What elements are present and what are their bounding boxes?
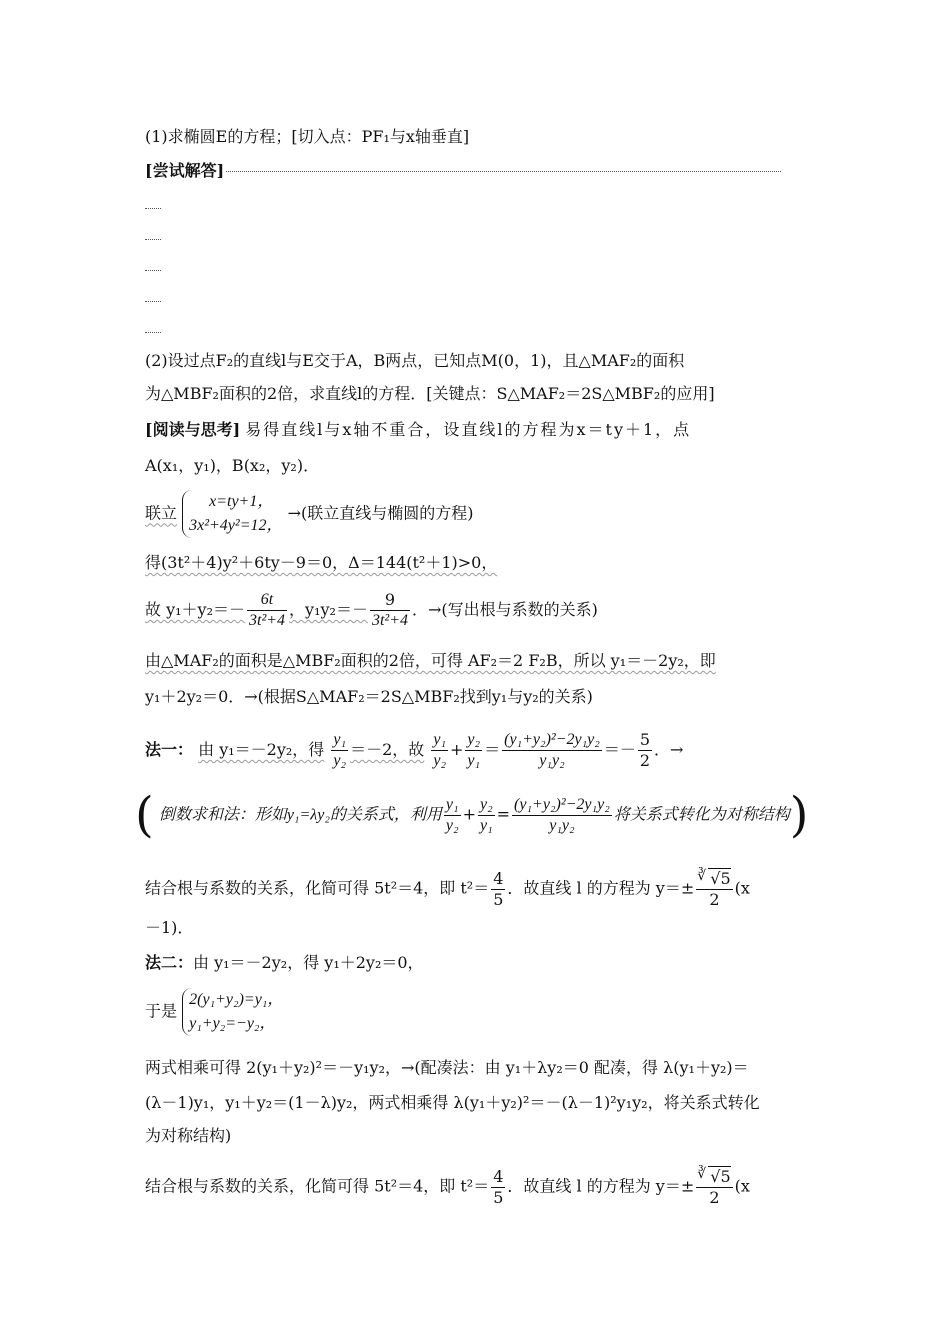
method1-note-prefix: 倒数求和法：形如y₁=λy₂的关系式，利用: [158, 806, 442, 824]
note-expand-den: y₁y₂: [549, 816, 575, 834]
left-paren: (: [135, 787, 154, 843]
method1-conclusion: 结合根与系数的关系，化简可得 5t²＝4，即 t²＝: [145, 878, 490, 898]
system-eq2: 3x²+4y²=12，: [189, 517, 283, 534]
method2-row: [145, 952, 424, 974]
system-row: [145, 490, 474, 538]
method2-eq2: y₁+y₂=−y₂，: [189, 1015, 276, 1032]
vieta-prefix: 故 y₁＋y₂＝－: [145, 600, 245, 619]
answer-blank-2: [145, 239, 161, 240]
slope-den: 2: [709, 890, 720, 909]
answer-blank-3: [145, 270, 161, 271]
method1-text: 由 y₁＝－2y₂，得: [198, 740, 325, 759]
conclusion-end-b: －1)．: [145, 918, 194, 937]
note-ratio-b-num: y₂: [478, 795, 495, 816]
attempt-label: [尝试解答]: [145, 161, 225, 180]
reading-label: [阅读与思考]: [145, 420, 241, 439]
result-fraction: [638, 730, 652, 771]
t-value-num-2: 4: [493, 1166, 504, 1186]
vieta-prod-den: 3t²+4: [371, 612, 409, 629]
note-ratio-b: [478, 795, 495, 836]
slope-fraction: [696, 868, 732, 910]
ratio-b-fraction: [465, 730, 482, 771]
ratio-a-fraction: [431, 730, 448, 771]
quadratic-line: 得(3t²＋4)y²＋6ty－9＝0，Δ＝144(t²＋1)>0，: [145, 553, 498, 572]
ratio-b-den: y₁: [467, 752, 481, 769]
result-den: 2: [639, 751, 651, 770]
method2-line3: 为对称结构): [145, 1126, 232, 1145]
vieta-mid: ，y₁y₂＝－: [289, 600, 368, 619]
ratio-b-num: y₂: [465, 730, 482, 751]
system-eq1: x=ty+1，: [209, 493, 274, 510]
method1-note-suffix: 将关系式转化为对称结构: [613, 806, 790, 824]
method1-row: 法一： 由 y₁＝－2y₂，得 $\frac{\text{y₁}}{\text{y₂}}$ ＝－2，故 $\frac{\text{y₁}}{\text{y₂}}$ + $\frac{\text{y₂}}{\text{y₁}}$ ＝ $\frac{\text{(y₁+y₂)²−2y₁y₂}}{\text{y₁y₂}}$ ＝－ $\frac{5}{2}$ ．→: [145, 730, 684, 770]
part2-question-line1: (2)设过点F₂的直线l与E交于A，B两点，已知点M(0，1)，且△MAF₂的面积: [145, 351, 685, 370]
method1-note-row: ( 倒数求和法：形如y₁=λy₂的关系式，利用 $\frac{\text{y₁}}{\text{y₂}}$ + $\frac{\text{y₂}}{\text{y₁}}$ = $\frac{\text{(y₁+y₂)²−2y₁y₂}}{\text{y₁y₂}}$ 将关系式转化为对称结构): [135, 787, 809, 843]
answer-blank-5: [145, 332, 161, 333]
conclusion-mid: ．故直线 l 的方程为 y＝±: [507, 878, 695, 898]
part1-question-text: (1)求椭圆E的方程；[切入点：PF₁与x轴垂直]: [145, 127, 470, 146]
vieta-prod-num: 9: [370, 590, 410, 611]
reading-text: 易得直线l与x轴不重合，设直线l的方程为x＝ty＋1，点: [245, 420, 692, 439]
t-value-num: 4: [493, 868, 504, 888]
method2-line2: (λ－1)y₁，y₁＋y₂＝(1－λ)y₂，两式相乘得 λ(y₁＋y₂)²＝－(λ－1)²y₁y₂，将关系式转化: [145, 1093, 760, 1112]
vieta-prod-fraction: [370, 590, 410, 631]
note-ratio-b-den: y₁: [479, 816, 493, 834]
method1-ratio-num: y₁: [331, 730, 348, 751]
method2-label: 法二：: [145, 953, 194, 972]
note-expand-num: (y₁+y₂)²−2y₁y₂: [512, 795, 612, 816]
method1-label: 法一：: [145, 740, 194, 759]
equation-system: [182, 490, 282, 538]
method2-eq1: 2(y₁+y₂)=y₁，: [189, 991, 284, 1008]
vieta-sum-fraction: [247, 590, 287, 631]
expand-num: (y₁+y₂)²−2y₁y₂: [502, 730, 602, 751]
method2-system: [182, 988, 283, 1036]
method1-ratio-fraction: [331, 730, 348, 771]
slope-fraction-2: [696, 1166, 732, 1208]
method2-conclusion: 结合根与系数的关系，化简可得 5t²＝4，即 t²＝: [145, 1176, 490, 1196]
ratio-a-num: y₁: [431, 730, 448, 751]
conclusion-end-a-2: (x: [734, 1176, 750, 1196]
method1-conclusion-row: [145, 868, 750, 910]
method2-conclusion-row: [145, 1166, 750, 1208]
method1-eq: ＝－2，故: [350, 740, 425, 759]
method2-prefix: 于是: [145, 1001, 178, 1021]
method2-line1: 两式相乘可得 2(y₁＋y₂)²＝－y₁y₂，→(配凑法：由 y₁＋λy₂＝0 配凑，得 λ(y₁＋y₂)＝: [145, 1058, 749, 1077]
answer-blank-1: [145, 208, 161, 209]
method1-ratio-den: y₂: [333, 752, 347, 769]
vieta-sum-den: 3t²+4: [249, 612, 286, 629]
expand-fraction: [502, 730, 602, 771]
answer-blank-4: [145, 301, 161, 302]
ratio-a-den: y₂: [433, 752, 447, 769]
slope-num: ∛ √5: [708, 868, 730, 889]
t-value-den: 5: [493, 889, 504, 909]
slope-den-2: 2: [709, 1188, 720, 1207]
note-ratio-a: [444, 795, 461, 836]
reading-row: [145, 419, 691, 441]
t-value-fraction-2: [491, 1167, 505, 1208]
conclusion-mid-2: ．故直线 l 的方程为 y＝±: [507, 1176, 695, 1196]
method2-text: 由 y₁＝－2y₂，得 y₁＋2y₂＝0，: [193, 953, 424, 972]
vieta-row: [145, 590, 598, 631]
part2-question-line2: 为△MBF₂面积的2倍，求直线l的方程．[关键点：S△MAF₂＝2S△MBF₂的应用]: [145, 384, 715, 403]
system-prefix: 联立: [145, 503, 178, 523]
area-line2: y₁＋2y₂＝0．→(根据S△MAF₂＝2S△MBF₂找到y₁与y₂的关系): [145, 687, 593, 706]
area-line1: 由△MAF₂的面积是△MBF₂面积的2倍，可得 AF₂＝2 F₂B，所以 y₁＝－2y₂，即: [145, 651, 716, 670]
vieta-note: ．→(写出根与系数的关系): [412, 600, 598, 619]
note-ratio-a-num: y₁: [444, 795, 461, 816]
result-num: 5: [639, 730, 651, 749]
attempt-answer-row: [145, 160, 781, 182]
right-paren: ): [789, 787, 809, 843]
part1-question: [145, 126, 469, 148]
method2-system-row: [145, 988, 283, 1036]
vieta-sum-num: 6t: [247, 590, 287, 611]
slope-num-2: ∛ √5: [708, 1166, 730, 1187]
system-note: →(联立直线与椭圆的方程): [287, 503, 474, 523]
note-expand-fraction: [512, 795, 612, 836]
points-line: A(x₁，y₁)，B(x₂，y₂)．: [145, 456, 320, 475]
answer-dotted-line: [226, 171, 781, 172]
note-ratio-a-den: y₂: [445, 816, 459, 834]
t-value-fraction: [491, 869, 505, 910]
conclusion-end-a: (x: [734, 878, 750, 898]
t-value-den-2: 5: [493, 1187, 504, 1207]
expand-den: y₁y₂: [539, 752, 565, 769]
